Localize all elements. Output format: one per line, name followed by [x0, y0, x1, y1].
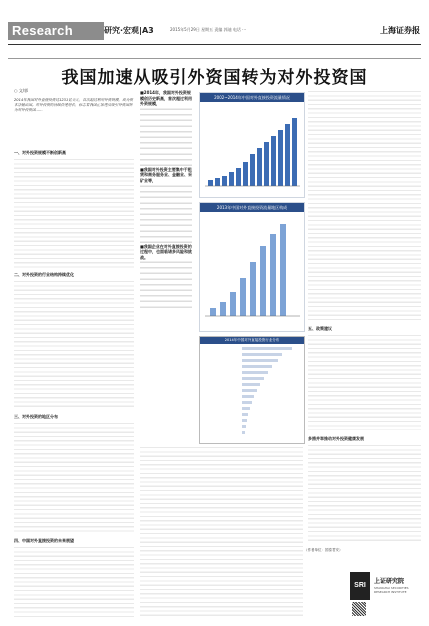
article-lead: 2014年我国对外直接投资达1231亿美元，首次超过利用外资规模，成为资本净输出国。对外投资的持续快速增长，标志着我国正加速从吸引外资国转为对外投资国…… [14, 98, 133, 112]
right-subhead: 多措并举推动对外投资健康发展 [308, 436, 364, 441]
figure-table [199, 336, 305, 444]
abstract-text [140, 184, 192, 244]
body-text-block [308, 90, 421, 320]
body-text-block [14, 158, 134, 268]
abstract-item: ■我国对外投资主要集中于租赁和商务服务业、金融业、采矿业等， [140, 166, 192, 183]
table-row [202, 389, 302, 393]
subhead-5: 五、政策建议 [308, 326, 332, 331]
table-row [202, 371, 302, 375]
table-row [202, 419, 302, 423]
table-row [202, 347, 302, 351]
body-text-block [14, 280, 134, 410]
body-text-block [308, 334, 421, 430]
title-rule [8, 58, 421, 59]
header-rule [8, 44, 421, 45]
subhead-2: 二、对外投资的行业结构持续优化 [14, 272, 74, 277]
abstract-text [140, 107, 192, 167]
masthead: 上海证券报 [380, 25, 420, 35]
body-text-block [14, 546, 134, 618]
figure-chart-1 [199, 92, 305, 198]
body-text-block [308, 444, 421, 544]
figure-chart-2 [199, 202, 305, 332]
table-row [202, 365, 302, 369]
table-row [202, 401, 302, 405]
section-label: 研究·宏观|A3 [104, 26, 154, 35]
table-row [202, 431, 302, 435]
abstract-item: ■我国企业在对外直接投资的过程中，也面临诸多风险和挑战。 [140, 243, 192, 260]
body-text-block [140, 446, 303, 616]
chart-1-title: 2002~2014年中国对外直接投资流量情况 [200, 93, 304, 102]
chart-1-graphic [200, 102, 304, 196]
table-row [202, 425, 302, 429]
sri-logo: SRI [350, 572, 370, 600]
table-row [202, 413, 302, 417]
subhead-3: 三、对外投资的地区分布 [14, 414, 58, 419]
institute-name: 上证研究院 [374, 578, 405, 585]
subhead-1: 一、对外投资规模不断创新高 [14, 150, 66, 155]
author-note: （作者单位：国泰君安） [304, 548, 343, 552]
byline: ○ 文/郭 [14, 88, 29, 93]
table-row [202, 377, 302, 381]
institute-footer [350, 572, 420, 616]
institute-english-name: SHANGHAI SECURITIES RESEARCH INSTITUTE [374, 586, 409, 594]
table-row [202, 395, 302, 399]
abstract-item: ■2014年，我国对外投资规模创历史新高，首次超过利用外资规模， [140, 90, 192, 107]
page-header [0, 22, 429, 42]
table-title: 2014年中国对外直接投资行业分布 [200, 337, 304, 344]
table-row [202, 407, 302, 411]
qr-code-icon [352, 602, 366, 616]
table-row [202, 359, 302, 363]
subhead-4: 四、中国对外直接投资的未来展望 [14, 538, 74, 543]
table-row [202, 383, 302, 387]
chart-2-title: 2013年中国对外直接投资流量地区构成 [200, 203, 304, 212]
body-text-block [14, 422, 134, 532]
table-row [202, 353, 302, 357]
section-brand: Research [8, 22, 104, 40]
chart-2-graphic [200, 212, 304, 330]
abstract [140, 90, 192, 310]
header-meta: 2015年5月29日 星期五 责编 郭迪 电话 ··· [170, 27, 246, 32]
article-title: 我国加速从吸引外资国转为对外投资国 [61, 68, 368, 88]
abstract-text [140, 260, 192, 310]
